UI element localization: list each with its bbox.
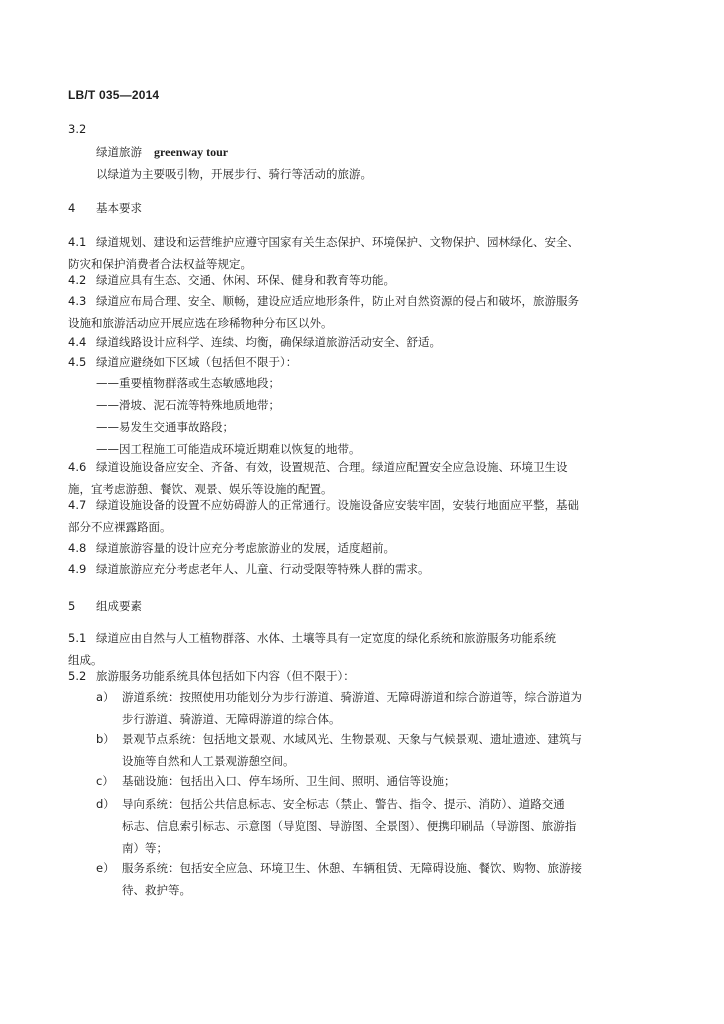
clause-text: 绿道应由自然与人工植物群落、水体、土壤等具有一定宽度的绿化系统和旅游服务功能系统 (96, 631, 556, 645)
clause-text: 绿道旅游应充分考虑老年人、儿童、行动受限等特殊人群的需求。 (96, 562, 430, 576)
section-4-heading (68, 200, 142, 216)
sub-item-a (96, 686, 582, 730)
sub-item-text: 导向系统：包括公共信息标志、安全标志（禁止、警告、指令、提示、消防）、道路交通 (122, 797, 565, 811)
clause-text: 旅游服务功能系统具体包括如下内容（但不限于）： (96, 669, 355, 683)
sub-item-c (96, 770, 456, 792)
clause-4-9 (68, 558, 430, 580)
clause-text: 施，宜考虑游憩、餐饮、观景、娱乐等设施的配置。 (68, 482, 333, 496)
term-chinese: 绿道旅游 (96, 145, 142, 159)
clause-text: 防灾和保护消费者合法权益等规定。 (68, 257, 252, 271)
clause-text: 绿道设施设备应安全、齐备、有效，设置规范、合理。绿道应配置安全应急设施、环境卫生设 (96, 460, 568, 474)
section-4-number: 4 (68, 201, 76, 215)
sub-item-text: 标志、信息索引标志、示意图（导览图、导游图、全景图）、便携印刷品（导游图、旅游指 (122, 819, 577, 833)
term-english: greenway tour (154, 145, 229, 159)
sub-item-marker: a） (96, 690, 115, 704)
clause-text: 绿道应具有生态、交通、休闲、环保、健身和教育等功能。 (96, 273, 395, 287)
clause-text: 绿道线路设计应科学、连续、均衡，确保绿道旅游活动安全、舒适。 (96, 335, 441, 349)
sub-item-text: 服务系统：包括安全应急、环境卫生、休憩、车辆租赁、无障碍设施、餐饮、购物、旅游接 (122, 861, 582, 875)
list-item: ——重要植物群落或生态敏感地段； (96, 376, 280, 390)
clause-number: 4.2 (68, 273, 87, 287)
clause-number: 4.6 (68, 460, 87, 474)
clause-number: 4.3 (68, 294, 87, 308)
sub-item-e (96, 857, 582, 901)
clause-text: 组成。 (68, 653, 103, 667)
sub-item-text: 步行游道、骑游道、无障碍游道的综合体。 (122, 712, 341, 726)
clause-number: 4.5 (68, 355, 87, 369)
list-item: ——因工程施工可能造成环境近期难以恢复的地带。 (96, 442, 361, 456)
clause-4-4 (68, 331, 441, 353)
list-item: ——易发生交通事故路段； (96, 420, 234, 434)
clause-text: 绿道旅游容量的设计应充分考虑旅游业的发展，适度超前。 (96, 541, 395, 555)
clause-number: 5.1 (68, 631, 87, 645)
section-3-2-number: 3.2 (68, 122, 87, 136)
clause-4-5 (68, 351, 297, 373)
clause-text: 绿道应布局合理、安全、顺畅，建设应适应地形条件，防止对自然资源的侵占和破坏，旅游服务 (96, 294, 579, 308)
sub-item-marker: b） (96, 732, 115, 746)
sub-item-text: 基础设施：包括出入口、停车场所、卫生间、照明、通信等设施； (122, 774, 456, 788)
section-5-heading (68, 598, 142, 614)
standard-number-header: LB/T 035—2014 (68, 88, 160, 102)
clause-text: 部分不应裸露路面。 (68, 520, 172, 534)
clause-text: 绿道应避绕如下区域（包括但不限于）： (96, 355, 298, 369)
sub-item-marker: e） (96, 861, 115, 875)
list-item: ——滑坡、泥石流等特殊地质地带； (96, 398, 280, 412)
sub-item-text: 设施等自然和人工景观游憩空间。 (122, 754, 295, 768)
sub-item-text: 景观节点系统：包括地文景观、水域风光、生物景观、天象与气候景观、遗址遗迹、建筑与 (122, 732, 582, 746)
clause-4-3 (68, 290, 579, 334)
clause-4-2 (68, 269, 395, 291)
sub-item-marker: c） (96, 774, 114, 788)
sub-item-b (96, 728, 582, 772)
section-5-title: 组成要素 (96, 599, 142, 613)
sub-item-marker: d） (96, 797, 115, 811)
sub-item-text: 南）等； (122, 841, 168, 855)
section-4-title: 基本要求 (96, 201, 142, 215)
clause-number: 4.9 (68, 562, 87, 576)
clause-4-7 (68, 494, 579, 538)
clause-number: 4.1 (68, 235, 87, 249)
term-entry (96, 144, 228, 160)
clause-number: 4.4 (68, 335, 87, 349)
sub-item-text: 游道系统：按照使用功能划分为步行游道、骑游道、无障碍游道和综合游道等，综合游道为 (122, 690, 582, 704)
clause-4-8 (68, 537, 395, 559)
clause-number: 4.8 (68, 541, 87, 555)
sub-item-text: 待、救护等。 (122, 883, 191, 897)
term-definition: 以绿道为主要吸引物，开展步行、骑行等活动的旅游。 (96, 167, 372, 181)
clause-number: 4.7 (68, 498, 87, 512)
section-5-number: 5 (68, 599, 76, 613)
clause-5-2 (68, 665, 355, 687)
clause-text: 绿道规划、建设和运营维护应遵守国家有关生态保护、环境保护、文物保护、园林绿化、安全、 (96, 235, 579, 249)
clause-text: 设施和旅游活动应开展应选在珍稀物种分布区以外。 (68, 316, 333, 330)
clause-number: 5.2 (68, 669, 87, 683)
sub-item-d (96, 793, 576, 859)
clause-text: 绿道设施设备的设置不应妨碍游人的正常通行。设施设备应安装牢固，安装行地面应平整，基础 (96, 498, 579, 512)
avoid-list (96, 372, 361, 460)
